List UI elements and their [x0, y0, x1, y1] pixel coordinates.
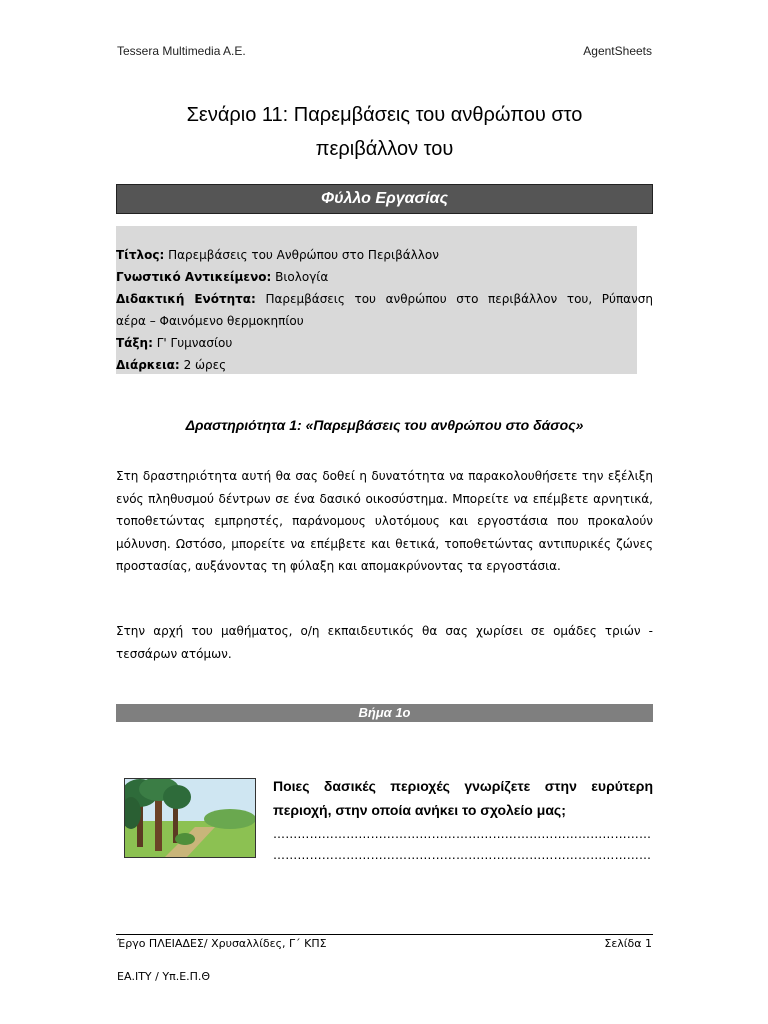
header-right: AgentSheets — [583, 44, 652, 58]
footer-bottom: ΕΑ.ΙΤΥ / Υπ.Ε.Π.Θ — [117, 970, 211, 983]
groups-paragraph: Στην αρχή του μαθήματος, ο/η εκπαιδευτικός θα σας χωρίσει σε ομάδες τριών - τεσσάρων ατόμων. — [116, 624, 653, 661]
answer-line-2[interactable]: ………………………………………………………………………………… — [273, 848, 652, 862]
info-duration-label: Διάρκεια: — [116, 358, 180, 372]
info-title — [116, 244, 653, 266]
footer-left: Έργο ΠΛΕΙΑΔΕΣ/ Χρυσαλλίδες, Γ΄ ΚΠΣ — [117, 937, 327, 950]
page-title-line-1: Σενάριο 11: Παρεμβάσεις του ανθρώπου στο — [186, 104, 583, 126]
info-class-value: Γ' Γυμνασίου — [156, 336, 233, 350]
info-class — [116, 332, 653, 354]
info-title-label: Τίτλος: — [116, 248, 165, 262]
info-unit-value-1: Παρεμβάσεις του ανθρώπου στο περιβάλλον του, Ρύπανση — [265, 292, 653, 306]
info-subject-label: Γνωστικό Αντικείμενο: — [116, 270, 272, 284]
info-subject — [116, 266, 653, 288]
info-unit-cont — [116, 310, 653, 332]
footer-divider — [116, 934, 653, 935]
forest-icon — [125, 779, 255, 857]
footer-page-number: Σελίδα 1 — [604, 937, 652, 950]
intro-paragraph: Στη δραστηριότητα αυτή θα σας δοθεί η δυνατότητα να παρακολουθήσετε την εξέλιξη ενός πληθυσμού δέντρων σε ένα δασικό οικοσύστημα. Μπορείτε να επέμβετε αρνητικά, τοποθετώντας εμπρηστές, παράνομους υλοτόμους και εργοστάσια που προκαλούν μόλυνση. Ωστόσο, μπορείτε να επέμβετε και θετικά, τοποθετώντας αντιπυρικές ζώνες προστασίας, αυξάνοντας τη φύλαξη και απομακρύνοντας τα εργοστάσια. — [116, 469, 653, 574]
info-unit-label: Διδακτική Ενότητα: — [116, 292, 256, 306]
info-class-label: Τάξη: — [116, 336, 153, 350]
info-title-value: Παρεμβάσεις του Ανθρώπου στο Περιβάλλον — [168, 248, 439, 262]
info-unit — [116, 288, 653, 310]
info-unit-value-2: αέρα – Φαινόμενο θερμοκηπίου — [116, 314, 304, 328]
info-box — [116, 226, 653, 374]
info-duration — [116, 354, 653, 376]
page-title-line-2: περιβάλλον του — [315, 138, 454, 160]
question-text: Ποιες δασικές περιοχές γνωρίζετε στην ευρύτερη περιοχή, στην οποία ανήκει το σχολείο μας; — [273, 778, 653, 818]
page-title — [116, 98, 653, 166]
activity-title: Δραστηριότητα 1: «Παρεμβάσεις του ανθρώπου στο δάσος» — [185, 417, 584, 433]
step-1-banner: Βήμα 1ο — [116, 704, 653, 722]
info-subject-value: Βιολογία — [275, 270, 329, 284]
info-duration-value: 2 ώρες — [183, 358, 227, 372]
header-left: Tessera Multimedia A.E. — [117, 44, 246, 58]
answer-line-1[interactable]: ………………………………………………………………………………… — [273, 827, 652, 841]
forest-illustration — [124, 778, 256, 858]
worksheet-banner: Φύλλο Εργασίας — [116, 184, 653, 214]
